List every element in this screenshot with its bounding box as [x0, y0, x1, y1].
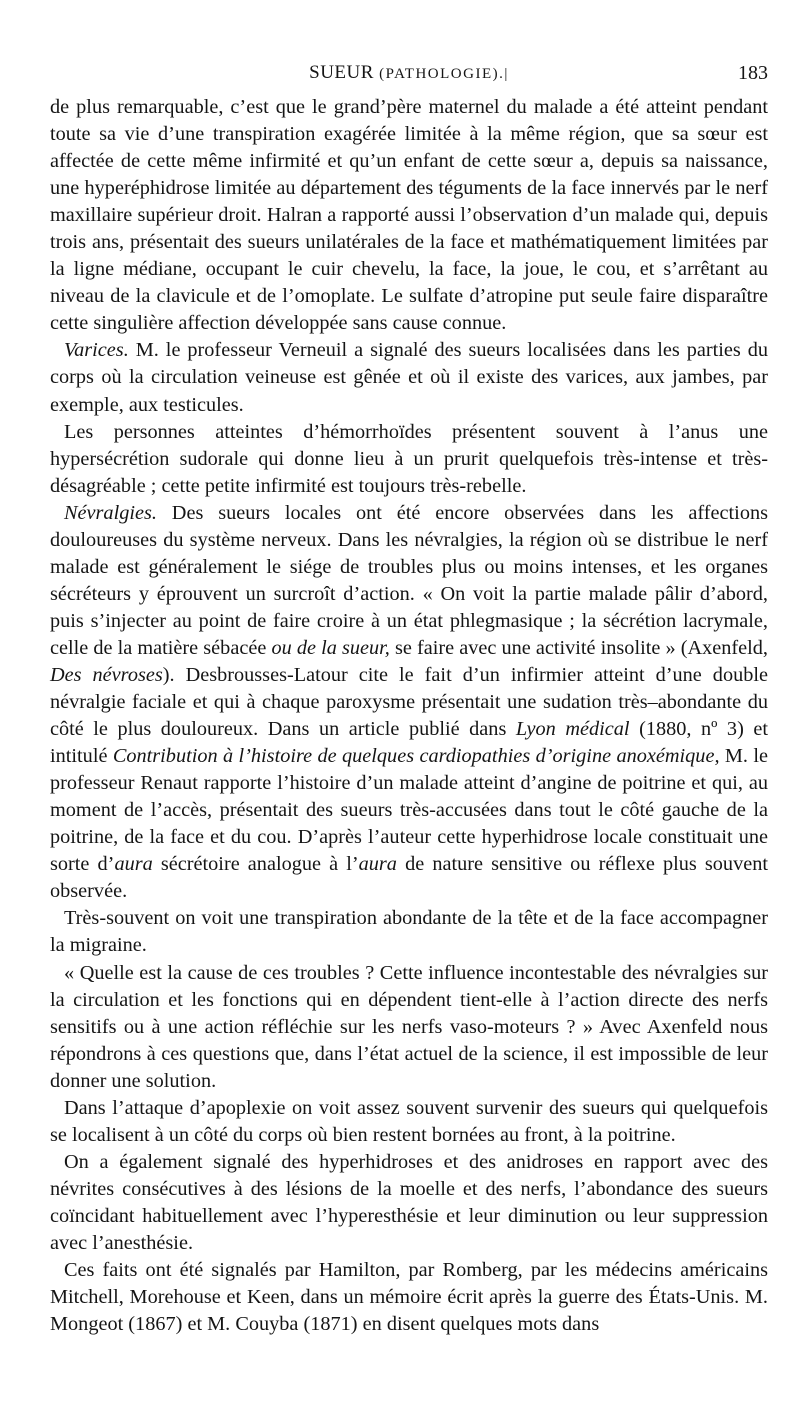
paragraph-p8	[50, 1149, 768, 1257]
paragraph-text: Très-souvent on voit une transpiration abondante de la tête et de la face accompagner la migraine.	[50, 907, 768, 957]
page-header	[50, 62, 768, 92]
paragraph-text: « Quelle est la cause de ces troubles ? Cette influence incontestable des névralgies sur la circulation et les fonctions qui en dépendent tient-elle à l’action directe des nerfs sensitifs ou à une action réfléchie sur les nerfs vaso-moteurs ? » Avec Axenfeld nous répondrons à ces questions que, dans l’état actuel de la science, il est impossible de leur donner une solution.	[50, 961, 768, 1092]
paragraph-p1	[50, 94, 768, 337]
paragraph-text: de nature sensitive ou réflexe plus souvent observée.	[50, 853, 768, 903]
italic-text: Névralgies.	[64, 501, 157, 524]
body-text	[50, 94, 768, 1338]
paragraph-p4	[50, 500, 768, 906]
italic-text: aura	[358, 853, 397, 876]
paragraph-text: de plus remarquable, c’est que le grand’père maternel du malade a été atteint pendant toute sa vie d’une transpiration exagérée limitée à la même région, que sa sœur est affectée de cette même infirmité et qu’un enfant de cette sœur a, depuis sa naissance, une hyperéphidrose limitée au département des téguments de la face innervés par le nerf maxillaire supérieur droit. Halran a rapporté aussi l’observation d’un malade qui, depuis trois ans, présentait des sueurs unilatérales de la face et mathématiquement limitées par la ligne médiane, occupant le cuir chevelu, la face, la joue, le cou, et s’arrêtant au niveau de la clavicule et de l’omoplate. Le sulfate d’atropine put seule faire disparaître cette singulière affection développée sans cause connue.	[50, 96, 768, 335]
paragraph-text: Les personnes atteintes d’hémorrhoïdes présentent souvent à l’anus une hypersécrétion sudorale qui donne lieu à un prurit quelquefois très-intense et très-désagréable ; cette petite infirmité est toujours très-rebelle.	[50, 420, 768, 497]
paragraph-text: Des sueurs locales ont été encore observées dans les affections douloureuses du système nerveux. Dans les névralgies, la région où se distribue le nerf malade est généralement le siége de troubles plus ou moins intenses, et les organes sécréteurs y éprouvent un surcroît d’action. « On voit la partie malade pâlir d’abord, puis s’injecter au point de faire croire à un état phlegmasique ; la sécrétion lacrymale, celle de la matière sébacée	[50, 501, 768, 659]
italic-text: Des névroses	[50, 663, 163, 686]
paragraph-text: (1880, nº 3) et intitulé	[50, 718, 768, 768]
paragraph-p3	[50, 419, 768, 500]
running-title-main: SUEUR	[309, 62, 374, 83]
italic-text: Contribution à l’histoire de quelques cardiopathies d’origine anoxémique,	[112, 745, 720, 768]
paragraph-text: se faire avec une activité insolite » (Axenfeld,	[389, 636, 768, 659]
italic-text: aura	[114, 853, 153, 876]
paragraph-text: M. le professeur Verneuil a signalé des sueurs localisées dans les parties du corps où la circulation veineuse est gênée et où il existe des varices, aux jambes, par exemple, aux testicules.	[50, 339, 768, 416]
paragraph-p7	[50, 1095, 768, 1149]
running-title	[50, 62, 768, 84]
italic-text: Lyon médical	[515, 718, 630, 741]
paragraph-p6	[50, 960, 768, 1095]
paragraph-text: ). Desbrousses-Latour cite le fait d’un infirmier atteint d’une double névralgie faciale et qui à chaque paroxysme présentait une sudation très–abondante du côté le plus douloureux. Dans un article publié dans	[50, 663, 768, 741]
paragraph-text: M. le professeur Renaut rapporte l’histoire d’un malade atteint d’angine de poitrine et qui, au moment de l’accès, présentait des sueurs très-accusées dans tout le côté gauche de la poitrine, de la face et du cou. D’après l’auteur cette hyperhidrose locale constituait une sorte d’	[50, 745, 768, 876]
paragraph-text: Dans l’attaque d’apoplexie on voit assez souvent survenir des sueurs qui quelquefois se localisent à un côté du corps où bien restent bornées au front, à la poitrine.	[50, 1096, 768, 1146]
paragraph-text: sécrétoire analogue à l’	[152, 853, 359, 876]
page-number: 183	[738, 62, 768, 84]
paragraph-p9	[50, 1257, 768, 1338]
paragraph-p2	[50, 337, 768, 418]
paragraph-p5	[50, 905, 768, 959]
italic-text: ou de la sueur,	[271, 636, 390, 659]
paragraph-text: Ces faits ont été signalés par Hamilton, par Romberg, par les médecins américains Mitchell, Morehouse et Keen, dans un mémoire écrit après la guerre des États-Unis. M. Mongeot (1867) et M. Couyba (1871) en disent quelques mots dans	[50, 1259, 768, 1336]
running-title-subtitle: (PATHOLOGIE).|	[379, 66, 509, 82]
italic-text: Varices.	[64, 339, 129, 362]
paragraph-text: On a également signalé des hyperhidroses et des anidroses en rapport avec des névrites consécutives à des lésions de la moelle et des nerfs, l’abondance des sueurs coïncidant habituellement avec l’hyperesthésie et leur diminution ou leur suppression avec l’anesthésie.	[50, 1150, 768, 1254]
